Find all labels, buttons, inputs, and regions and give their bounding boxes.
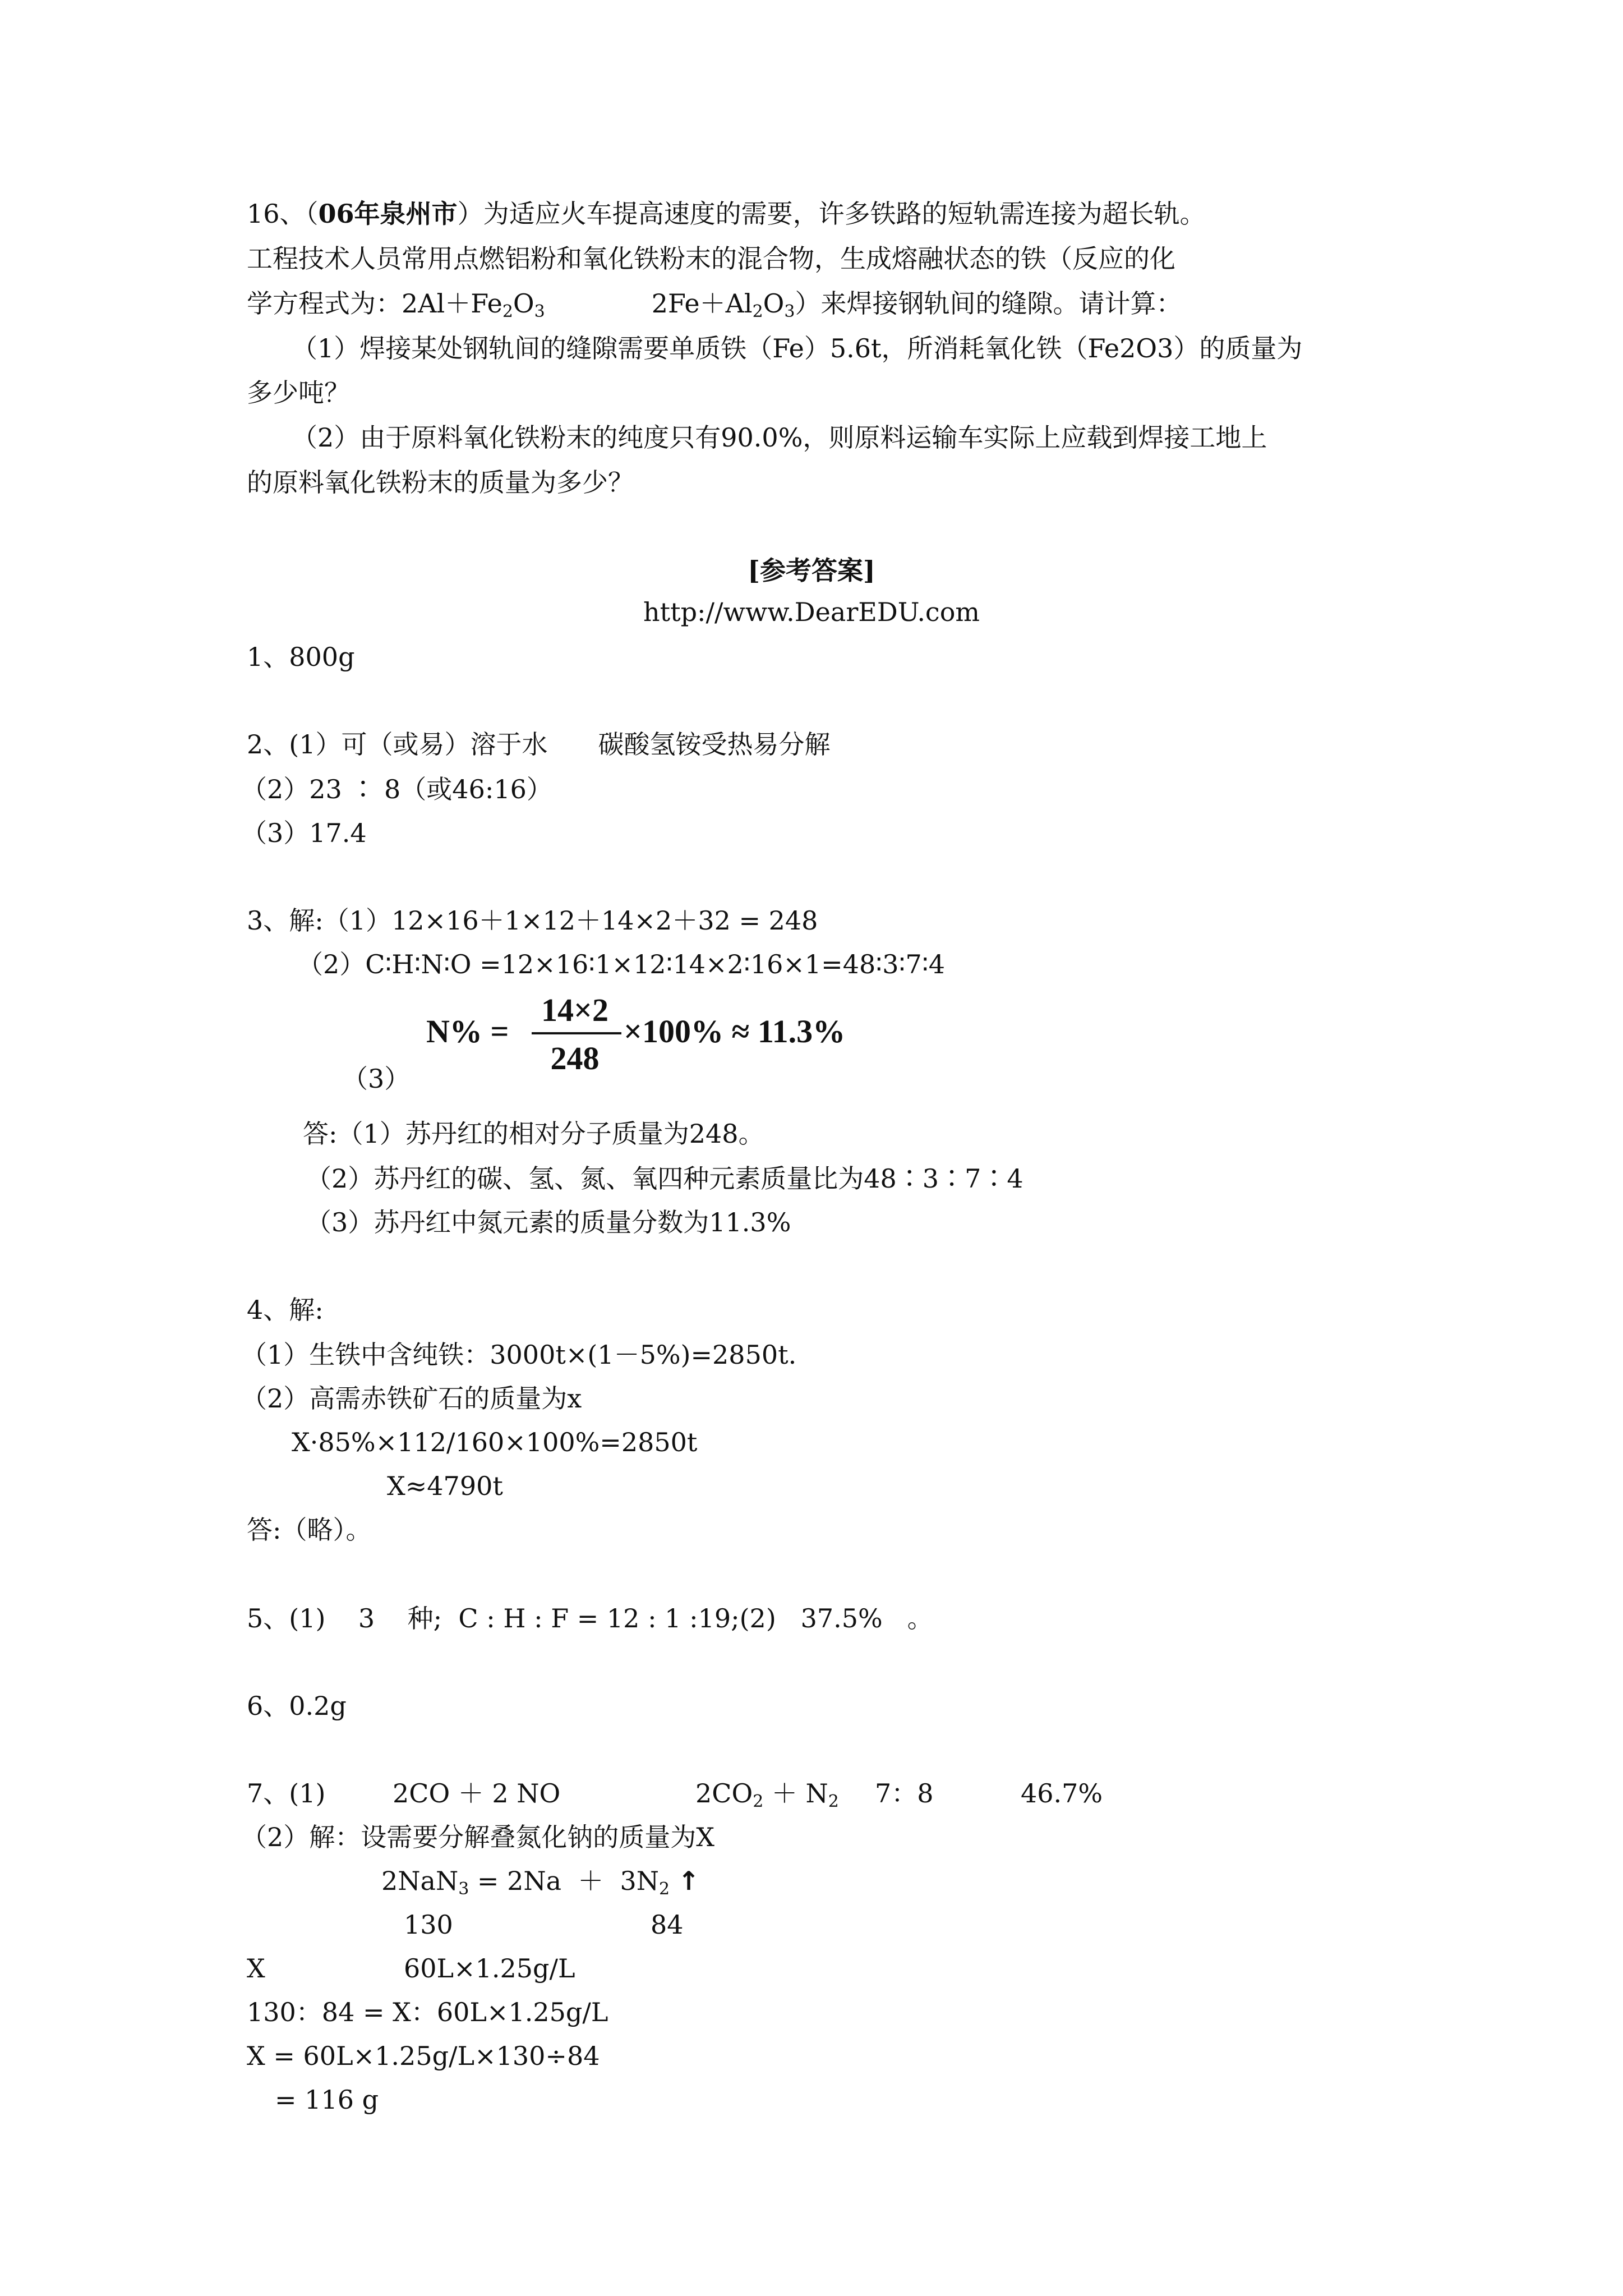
formula-rhs: ×100% ≈ 11.3% xyxy=(624,1013,846,1050)
answer-7-molar-130: 130 xyxy=(404,1910,453,1940)
equation-left: 学方程式为：2Al＋Fe xyxy=(247,288,502,319)
answer-5: 5、(1) 3 种; C : H : F = 12 : 1 :19;(2) 37.5% 。 xyxy=(247,1603,933,1634)
answer-4-equation: X·85%×112/160×100%=2850t xyxy=(292,1427,698,1457)
formula-lhs: N% = xyxy=(426,1013,509,1050)
answer-7-reactants: 2CO ＋ 2 NO xyxy=(393,1778,561,1809)
products-na-n2: = 2Na ＋ 3N xyxy=(469,1866,660,1896)
subscript: 2 xyxy=(502,302,513,321)
answer-7-proportion: 130：84 = X：60L×1.25g/L xyxy=(247,1997,608,2027)
formula-denominator: 248 xyxy=(550,1040,600,1076)
answers-heading: [参考答案] xyxy=(748,555,875,586)
answer-7-calculation: X = 60L×1.25g/L×130÷84 xyxy=(247,2041,600,2071)
answer-7-molar-84: 84 xyxy=(651,1910,684,1940)
answer-7-part2: （2）解：设需要分解叠氮化钠的质量为X xyxy=(241,1822,715,1852)
q16-line3 xyxy=(247,288,1182,321)
reactant-nan3: 2NaN xyxy=(381,1866,459,1896)
answer-7-ratio: 7：8 xyxy=(875,1778,934,1809)
subscript: 2 xyxy=(828,1792,839,1811)
answer-4-result: X≈4790t xyxy=(387,1471,503,1501)
answer-4-head: 4、解: xyxy=(247,1295,324,1325)
equation-part: O xyxy=(513,288,534,319)
answer-2-part1b: 碳酸氢铵受热易分解 xyxy=(598,729,831,760)
equation-right: 2Fe＋Al xyxy=(651,288,753,319)
answer-7-result: = 116 g xyxy=(275,2085,379,2115)
answer-3-conclusion-3: （3）苏丹红中氮元素的质量分数为11.3% xyxy=(306,1207,791,1237)
answer-7-unknown-x: X xyxy=(247,1953,265,1984)
answer-3-part3-label: （3） xyxy=(342,1064,411,1094)
q16-line2: 工程技术人员常用点燃铝粉和氧化铁粉末的混合物，生成熔融状态的铁（反应的化 xyxy=(247,243,1175,274)
q16-number: 16、（ xyxy=(247,199,319,229)
fraction-bar xyxy=(532,1032,621,1034)
answer-7-percent: 46.7% xyxy=(1021,1778,1103,1809)
answer-7-equation xyxy=(381,1866,700,1899)
subscript: 2 xyxy=(659,1879,670,1899)
product-n2: ＋ N xyxy=(763,1778,828,1809)
subscript: 2 xyxy=(753,1792,764,1811)
subscript: 2 xyxy=(752,302,763,321)
answer-3-part1: 3、解:（1）12×16＋1×12＋14×2＋32 = 248 xyxy=(247,905,818,936)
answer-2-part2: （2）23 ∶ 8（或46:16） xyxy=(241,774,552,804)
answer-7-products xyxy=(695,1778,839,1811)
q16-text-3: ）来焊接钢轨间的缝隙。请计算： xyxy=(795,288,1182,319)
q16-part2-line1: （2）由于原料氧化铁粉末的纯度只有90.0%，则原料运输车实际上应载到焊接工地上 xyxy=(292,422,1267,453)
q16-text-1: ）为适应火车提高速度的需要，许多铁路的短轨需连接为超长轨。 xyxy=(457,199,1206,229)
q16-source: 06年泉州市 xyxy=(318,199,458,229)
answer-2-part1 xyxy=(247,729,831,760)
q16-part2-line2: 的原料氧化铁粉末的质量为多少？ xyxy=(247,467,634,498)
answer-2-part1a: 2、(1）可（或易）溶于水 xyxy=(247,729,548,760)
gas-arrow-icon: ↑ xyxy=(677,1866,700,1896)
q16-part1-line1: （1）焊接某处钢轨间的缝隙需要单质铁（Fe）5.6t，所消耗氧化铁（Fe2O3）的质量为 xyxy=(292,333,1303,364)
answer-4-conclusion: 答:（略）。 xyxy=(247,1515,372,1545)
subscript: 3 xyxy=(458,1879,469,1899)
q16-part1-line2: 多少吨？ xyxy=(247,378,350,408)
answer-1: 1、800g xyxy=(247,642,355,672)
answer-6: 6、0.2g xyxy=(247,1691,347,1721)
answer-2-part3: （3）17.4 xyxy=(241,818,367,848)
answer-7-mass: 60L×1.25g/L xyxy=(404,1953,575,1984)
formula-numerator: 14×2 xyxy=(541,992,609,1028)
product-co2: 2CO xyxy=(695,1778,753,1809)
subscript: 3 xyxy=(534,302,545,321)
answer-4-part2: （2）高需赤铁矿石的质量为x xyxy=(241,1383,582,1414)
q16-line1 xyxy=(247,201,1206,227)
source-url: http://www.DearEDU.com xyxy=(643,597,980,627)
answer-3-part2: （2）C∶H∶N∶O =12×16∶1×12∶14×2∶16×1=48∶3∶7∶4 xyxy=(297,949,945,979)
subscript: 3 xyxy=(784,302,795,321)
answer-3-conclusion-1: 答:（1）苏丹红的相对分子质量为248。 xyxy=(303,1119,764,1149)
equation-part: O xyxy=(763,288,785,319)
answer-3-conclusion-2: （2）苏丹红的碳、氢、氮、氧四种元素质量比为48∶3∶7∶4 xyxy=(306,1163,1023,1194)
answer-7-part1-label: 7、(1) xyxy=(247,1778,326,1809)
answer-4-part1: （1）生铁中含纯铁：3000t×(1－5%)=2850t. xyxy=(241,1340,797,1370)
